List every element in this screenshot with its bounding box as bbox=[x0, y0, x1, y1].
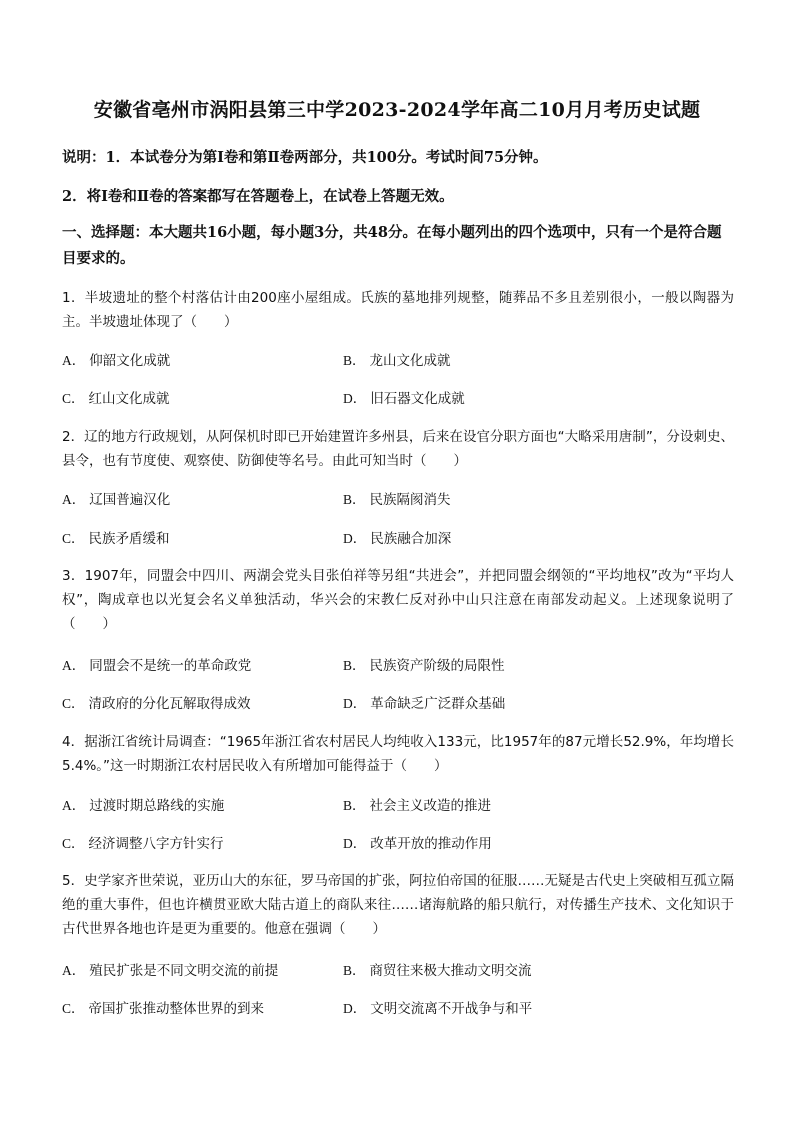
question-5-option-d bbox=[343, 997, 532, 1017]
question-5-option-a bbox=[62, 959, 278, 979]
option-text: 文明交流离不开战争与和平 bbox=[370, 1001, 533, 1017]
question-3-option-c bbox=[62, 692, 251, 712]
question-1-option-d bbox=[343, 387, 465, 407]
question-1-option-a bbox=[62, 349, 170, 369]
option-text: 民族资产阶级的局限性 bbox=[369, 658, 505, 674]
option-text: 改革开放的推动作用 bbox=[370, 836, 492, 852]
question-2-option-d bbox=[343, 527, 451, 547]
question-4-stem: 4．据浙江省统计局调查：“1965年浙江省农村居民人均纯收入133元，比1957年的87元增长52.9%，年均增长5.4%。”这一时期浙江农村居民收入有所增加可能得益于（ ） bbox=[62, 734, 734, 774]
option-letter: B． bbox=[343, 798, 366, 813]
option-text: 龙山文化成就 bbox=[369, 353, 451, 369]
option-text: 同盟会不是统一的革命政党 bbox=[89, 658, 252, 674]
option-letter: A． bbox=[62, 492, 86, 507]
option-letter: B． bbox=[343, 963, 366, 978]
option-letter: A． bbox=[62, 798, 86, 813]
question-3-option-d bbox=[343, 692, 505, 712]
option-letter: A． bbox=[62, 353, 86, 368]
option-text: 帝国扩张推动整体世界的到来 bbox=[88, 1001, 265, 1017]
option-letter: C． bbox=[62, 391, 85, 406]
option-text: 经济调整八字方针实行 bbox=[88, 836, 224, 852]
question-4-option-b bbox=[343, 794, 491, 814]
option-letter: D． bbox=[343, 696, 367, 711]
option-letter: B． bbox=[343, 353, 366, 368]
question-4-option-c bbox=[62, 832, 224, 852]
question-1-option-b bbox=[343, 349, 451, 369]
option-text: 商贸往来极大推动文明交流 bbox=[369, 963, 532, 979]
option-letter: D． bbox=[343, 836, 367, 851]
question-2-stem: 2．辽的地方行政规划，从阿保机时即已开始建置许多州县，后来在设官分职方面也“大略采用唐制”，分设刺史、县令，也有节度使、观察使、防御使等名号。由此可知当时（ ） bbox=[62, 429, 734, 469]
option-letter: D． bbox=[343, 531, 367, 546]
option-letter: D． bbox=[343, 1001, 367, 1016]
question-2-option-b bbox=[343, 488, 451, 508]
instruction-note-1: 说明：1．本试卷分为第Ⅰ卷和第Ⅱ卷两部分，共100分。考试时间75分钟。 bbox=[62, 149, 548, 166]
option-text: 民族矛盾缓和 bbox=[88, 531, 170, 547]
exam-title: 安徽省亳州市涡阳县第三中学2023-2024学年高二10月月考历史试题 bbox=[93, 99, 701, 121]
question-1-option-c bbox=[62, 387, 170, 407]
instruction-note-2: 2．将Ⅰ卷和Ⅱ卷的答案都写在答题卷上，在试卷上答题无效。 bbox=[62, 188, 454, 205]
option-text: 旧石器文化成就 bbox=[370, 391, 465, 407]
question-2-option-a bbox=[62, 488, 170, 508]
option-letter: C． bbox=[62, 1001, 85, 1016]
question-3-option-a bbox=[62, 654, 251, 674]
option-text: 革命缺乏广泛群众基础 bbox=[370, 696, 506, 712]
option-text: 红山文化成就 bbox=[88, 391, 170, 407]
option-text: 辽国普遍汉化 bbox=[89, 492, 171, 508]
option-text: 社会主义改造的推进 bbox=[369, 798, 492, 814]
question-5-option-b bbox=[343, 959, 532, 979]
option-text: 民族融合加深 bbox=[370, 531, 452, 547]
option-letter: A． bbox=[62, 658, 86, 673]
question-3-option-b bbox=[343, 654, 505, 674]
option-letter: C． bbox=[62, 836, 85, 851]
question-3-stem: 3．1907年，同盟会中四川、两湖会党头目张伯祥等另组“共进会”，并把同盟会纲领的“平均地权”改为“平均人权”，陶成章也以光复会名义单独活动，华兴会的宋教仁反对孙中山只注意在南部发动起义。上述现象说明了（ ） bbox=[62, 568, 734, 632]
option-letter: C． bbox=[62, 531, 85, 546]
section-heading: 一、选择题：本大题共16小题，每小题3分，共48分。在每小题列出的四个选项中，只有一个是符合题目要求的。 bbox=[62, 224, 722, 267]
question-5-stem: 5．史学家齐世荣说，亚历山大的东征，罗马帝国的扩张，阿拉伯帝国的征服……无疑是古代史上突破相互孤立隔绝的重大事件，但也许横贯亚欧大陆古道上的商队来往……诸海航路的船只航行，对传播生产技术、文化知识于古代世界各地也许是更为重要的。他意在强调（ ） bbox=[62, 873, 734, 937]
option-text: 过渡时期总路线的实施 bbox=[89, 798, 225, 814]
option-text: 清政府的分化瓦解取得成效 bbox=[88, 696, 251, 712]
question-5-option-c bbox=[62, 997, 264, 1017]
option-letter: C． bbox=[62, 696, 85, 711]
question-1-stem: 1．半坡遗址的整个村落估计由200座小屋组成。氏族的墓地排列规整，随葬品不多且差别很小，一般以陶器为主。半坡遗址体现了（ ） bbox=[62, 290, 734, 330]
option-letter: D． bbox=[343, 391, 367, 406]
question-4-option-a bbox=[62, 794, 224, 814]
option-text: 民族隔阂消失 bbox=[369, 492, 451, 508]
question-2-option-c bbox=[62, 527, 170, 547]
question-4-option-d bbox=[343, 832, 492, 852]
option-letter: B． bbox=[343, 492, 366, 507]
option-text: 仰韶文化成就 bbox=[89, 353, 171, 369]
option-letter: A． bbox=[62, 963, 86, 978]
option-letter: B． bbox=[343, 658, 366, 673]
option-text: 殖民扩张是不同文明交流的前提 bbox=[89, 963, 279, 979]
